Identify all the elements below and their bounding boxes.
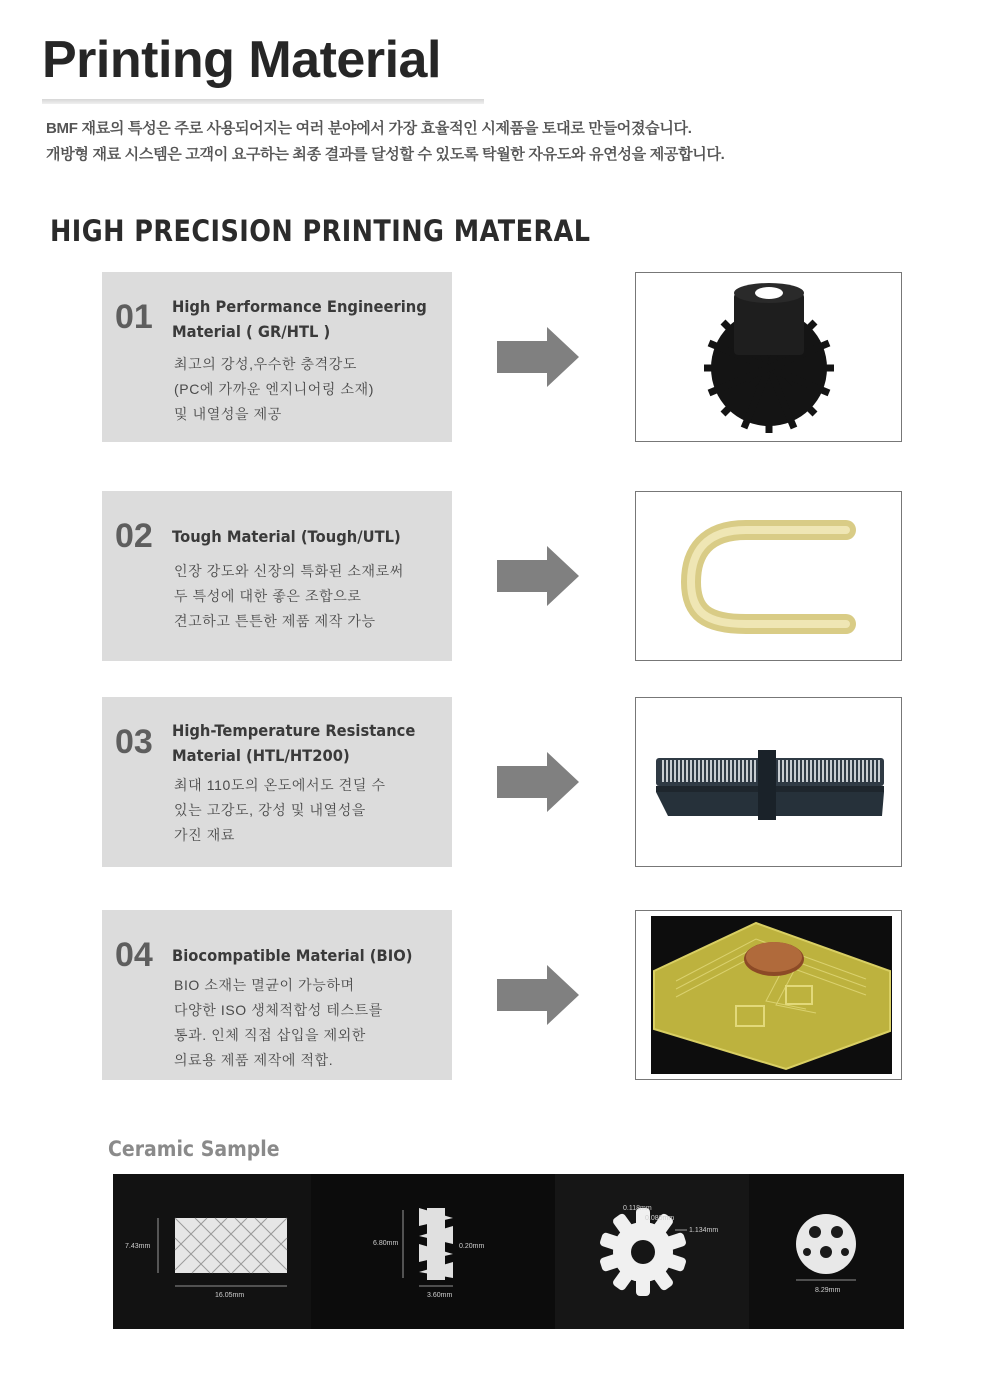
intro-line-1: BMF 재료의 특성은 주로 사용되어지는 여러 분야에서 가장 효율적인 시제품을 토대로 만들어졌습니다. <box>46 120 692 137</box>
material-title <box>172 294 427 344</box>
dimension-label: 0.20mm <box>459 1243 485 1250</box>
material-description <box>174 559 404 634</box>
arrow-right-icon <box>497 546 579 606</box>
material-number: 03 <box>115 723 153 761</box>
spiral-screw-icon <box>311 1174 555 1329</box>
material-title-line-1: Biocompatible Material (BIO) <box>172 946 413 965</box>
material-title <box>172 718 415 768</box>
title-underline <box>42 99 484 104</box>
dimension-label: 1.134mm <box>689 1227 719 1234</box>
arrow-right-icon <box>497 327 579 387</box>
material-number: 04 <box>115 936 153 974</box>
material-title-line-2: Material ( GR/HTL ) <box>172 322 331 341</box>
material-image-04 <box>635 910 902 1080</box>
material-desc-line: BIO 소재는 멸균이 가능하며 <box>174 977 355 993</box>
material-description <box>174 773 386 848</box>
perforated-sphere-icon <box>749 1174 904 1329</box>
material-desc-line: 두 특성에 대한 좋은 조합으로 <box>174 588 362 604</box>
material-card-01 <box>102 272 452 442</box>
lattice-block-icon <box>113 1174 311 1329</box>
material-title <box>172 943 412 968</box>
dimension-label: 8.29mm <box>815 1287 841 1294</box>
u-shaped-tube-icon <box>636 492 902 661</box>
dimension-label: 16.05mm <box>215 1292 245 1299</box>
material-number: 02 <box>115 517 153 555</box>
material-title-line-1: Tough Material (Tough/UTL) <box>172 527 401 546</box>
material-desc-line: 최고의 강성,우수한 충격강도 <box>174 356 357 372</box>
material-card-03 <box>102 697 452 867</box>
material-desc-line: 및 내열성을 제공 <box>174 406 282 422</box>
material-description <box>174 973 383 1073</box>
material-title <box>172 524 401 549</box>
dimension-label: 6.80mm <box>373 1240 399 1247</box>
page-title: Printing Material <box>42 31 441 89</box>
material-number: 01 <box>115 298 153 336</box>
material-image-01 <box>635 272 902 442</box>
comb-connector-icon <box>636 698 902 867</box>
dimension-label: 0.118mm <box>623 1205 652 1212</box>
microfluidic-chip-icon <box>636 911 902 1080</box>
section-title: HIGH PRECISION PRINTING MATERAL <box>50 214 591 248</box>
material-desc-line: (PC에 가까운 엔지니어링 소재) <box>174 381 375 397</box>
black-gear-icon <box>636 273 902 442</box>
material-desc-line: 가진 재료 <box>174 827 235 843</box>
material-desc-line: 의료용 제품 제작에 적합. <box>174 1052 334 1068</box>
intro-line-2: 개방형 재료 시스템은 고객이 요구하는 최종 결과를 달성할 수 있도록 탁월한 자유도와 유연성을 제공합니다. <box>46 146 725 163</box>
dimension-label: 3.60mm <box>427 1292 453 1299</box>
ceramic-section-title: Ceramic Sample <box>108 1137 280 1161</box>
material-image-02 <box>635 491 902 661</box>
material-desc-line: 인장 강도와 신장의 특화된 소재로써 <box>174 563 404 579</box>
ceramic-sample-strip <box>113 1174 904 1329</box>
material-desc-line: 통과. 인체 직접 삽입을 제외한 <box>174 1027 366 1043</box>
material-card-02 <box>102 491 452 661</box>
material-description <box>174 352 374 427</box>
material-desc-line: 최대 110도의 온도에서도 견딜 수 <box>174 777 386 793</box>
material-title-line-2: Material (HTL/HT200) <box>172 746 350 765</box>
material-desc-line: 견고하고 튼튼한 제품 제작 가능 <box>174 613 376 629</box>
material-desc-line: 있는 고강도, 강성 및 내열성을 <box>174 802 366 818</box>
dimension-label: 0.080mm <box>645 1215 675 1222</box>
arrow-right-icon <box>497 965 579 1025</box>
material-title-line-1: High-Temperature Resistance <box>172 721 416 740</box>
dimension-label: 7.43mm <box>125 1243 151 1250</box>
intro-text <box>46 116 725 168</box>
material-desc-line: 다양한 ISO 생체적합성 테스트를 <box>174 1002 383 1018</box>
material-title-line-1: High Performance Engineering <box>172 297 427 316</box>
material-card-04 <box>102 910 452 1080</box>
arrow-right-icon <box>497 752 579 812</box>
ceramic-gear-icon <box>555 1174 749 1329</box>
material-image-03 <box>635 697 902 867</box>
